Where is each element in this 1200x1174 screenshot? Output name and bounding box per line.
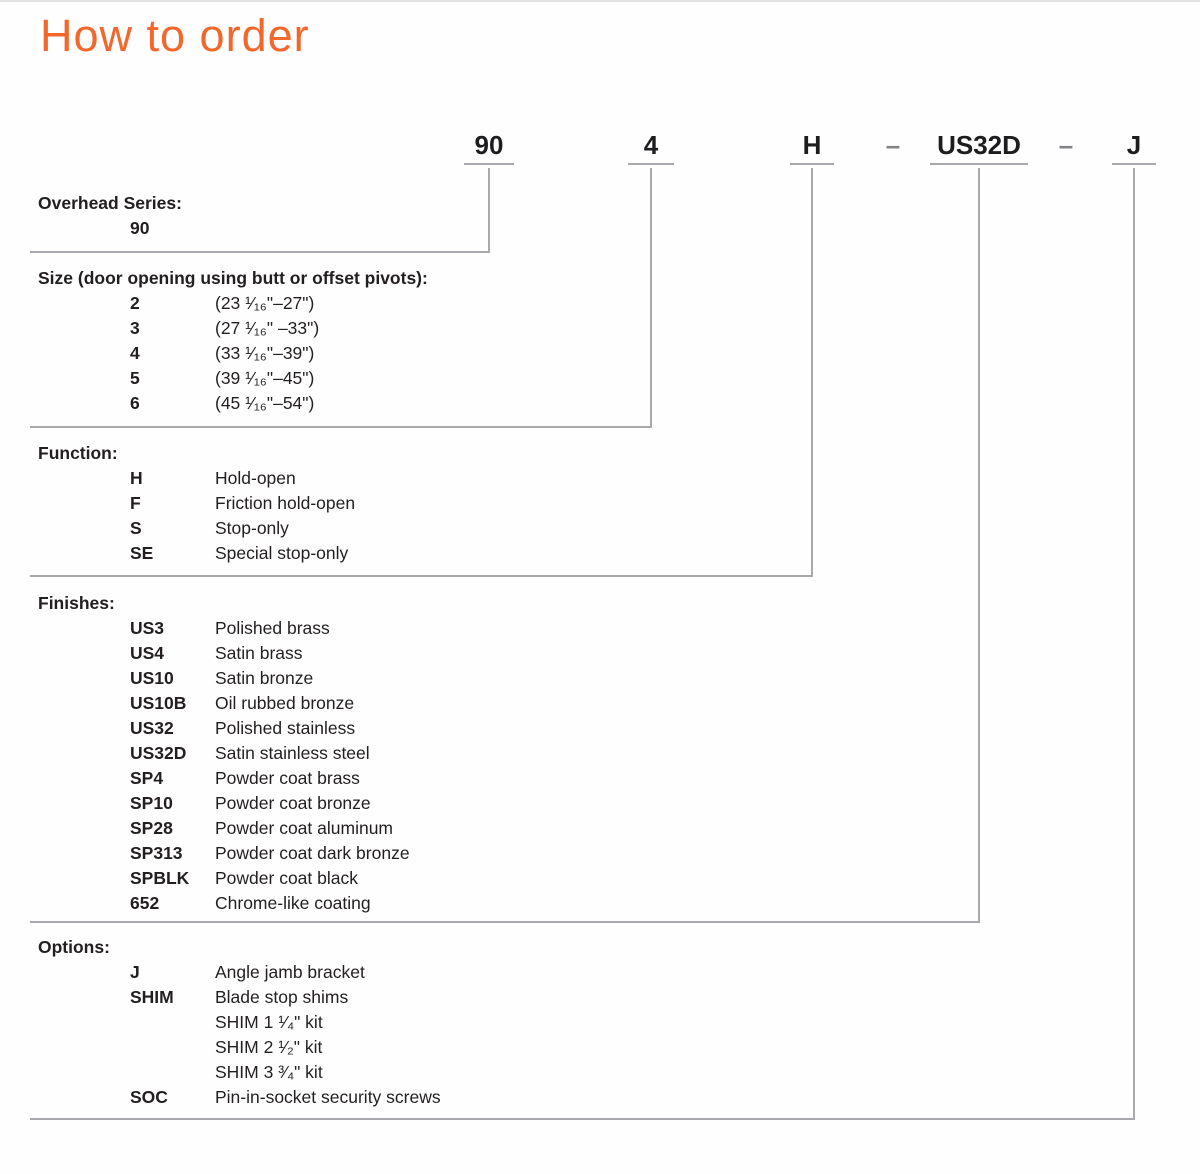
function-desc: Special stop-only	[215, 543, 349, 563]
option-desc: SHIM 2 ¹⁄₂" kit	[215, 1037, 323, 1057]
code-underline	[628, 163, 674, 165]
page-top-edge-line	[0, 0, 1200, 2]
table-row	[38, 1010, 441, 1035]
finish-desc: Powder coat bronze	[215, 793, 371, 813]
order-code-option	[1112, 129, 1156, 165]
finish-desc: Powder coat dark bronze	[215, 843, 410, 863]
finish-code: SPBLK	[130, 868, 190, 888]
function-heading: Function:	[38, 443, 118, 463]
connector-series-vline	[488, 168, 490, 253]
function-code: SE	[130, 543, 154, 563]
table-row	[38, 216, 215, 241]
order-code-finish-text: US32D	[937, 130, 1021, 160]
order-code-option-text: J	[1126, 130, 1142, 160]
page-title: How to order	[40, 10, 310, 61]
overhead-series-heading: Overhead Series:	[38, 193, 182, 213]
order-code-function-text: H	[802, 130, 822, 160]
finish-desc: Oil rubbed bronze	[215, 693, 355, 713]
section-separator-function	[30, 575, 813, 577]
size-code: 2	[130, 293, 140, 313]
table-row	[38, 766, 410, 791]
finish-desc: Polished brass	[215, 618, 330, 638]
code-underline	[464, 163, 514, 165]
section-separator-size	[30, 426, 652, 428]
table-row	[38, 666, 410, 691]
function-code: F	[130, 493, 141, 513]
table-row	[38, 466, 355, 491]
section-separator-options	[30, 1118, 1135, 1120]
table-row	[38, 541, 355, 566]
table-row	[38, 691, 410, 716]
order-code-size-text: 4	[643, 130, 659, 160]
table-row	[38, 391, 428, 416]
table-row	[38, 891, 410, 916]
option-desc: SHIM 3 ³⁄₄" kit	[215, 1062, 323, 1082]
table-row	[38, 641, 410, 666]
table-row	[38, 341, 428, 366]
table-row	[38, 1035, 441, 1060]
size-desc: (27 ¹⁄₁₆" –33")	[215, 318, 320, 338]
finish-code: US3	[130, 618, 165, 638]
table-row	[38, 616, 410, 641]
table-row	[38, 1085, 441, 1110]
order-code-series-text: 90	[474, 130, 504, 160]
finish-desc: Satin stainless steel	[215, 743, 370, 763]
table-row	[38, 516, 355, 541]
connector-option-vline	[1133, 168, 1135, 1119]
table-row	[38, 791, 410, 816]
section-separator-finishes	[30, 921, 980, 923]
finish-code: SP4	[130, 768, 164, 788]
size-code: 4	[130, 343, 140, 363]
table-row	[38, 841, 410, 866]
section-finishes	[38, 591, 410, 916]
finish-desc: Powder coat brass	[215, 768, 360, 788]
size-desc: (23 ¹⁄₁₆"–27")	[215, 293, 315, 313]
code-separator-dash: –	[1058, 130, 1074, 160]
table-row	[38, 291, 428, 316]
function-desc: Friction hold-open	[215, 493, 356, 513]
code-underline	[1112, 163, 1156, 165]
finish-desc: Powder coat aluminum	[215, 818, 393, 838]
finish-desc: Powder coat black	[215, 868, 358, 888]
overhead-series-value: 90	[130, 218, 150, 238]
size-code: 5	[130, 368, 140, 388]
option-desc: Blade stop shims	[215, 987, 349, 1007]
finish-desc: Satin brass	[215, 643, 303, 663]
finish-code: SP10	[130, 793, 173, 813]
function-code: S	[130, 518, 142, 538]
finish-code: US10	[130, 668, 174, 688]
size-code: 3	[130, 318, 140, 338]
finish-desc: Satin bronze	[215, 668, 314, 688]
order-code-size	[628, 129, 674, 165]
section-options	[38, 935, 441, 1110]
connector-function-vline	[811, 168, 813, 576]
option-code: SHIM	[130, 987, 174, 1007]
section-separator-series	[30, 251, 490, 253]
option-code: J	[130, 962, 140, 982]
table-row	[38, 741, 410, 766]
finish-code: SP313	[130, 843, 183, 863]
finish-code: 652	[130, 893, 160, 913]
code-separator-dash: –	[885, 130, 901, 160]
option-code: SOC	[130, 1087, 168, 1107]
section-overhead-series	[38, 191, 215, 241]
table-row	[38, 316, 428, 341]
section-function	[38, 441, 355, 566]
finish-desc: Chrome-like coating	[215, 893, 371, 913]
option-desc: SHIM 1 ¹⁄₄" kit	[215, 1012, 323, 1032]
size-desc: (33 ¹⁄₁₆"–39")	[215, 343, 315, 363]
table-row	[38, 716, 410, 741]
finish-code: US10B	[130, 693, 187, 713]
finish-code: US32	[130, 718, 174, 738]
size-desc: (39 ¹⁄₁₆"–45")	[215, 368, 315, 388]
function-code: H	[130, 468, 143, 488]
function-desc: Hold-open	[215, 468, 296, 488]
finish-code: SP28	[130, 818, 173, 838]
order-code-series	[464, 129, 514, 165]
order-code-function	[790, 129, 834, 165]
options-heading: Options:	[38, 937, 110, 957]
finishes-heading: Finishes:	[38, 593, 115, 613]
size-code: 6	[130, 393, 140, 413]
table-row	[38, 960, 441, 985]
code-underline	[930, 163, 1028, 165]
order-code-finish	[930, 129, 1028, 165]
table-row	[38, 816, 410, 841]
finish-desc: Polished stainless	[215, 718, 356, 738]
table-row	[38, 366, 428, 391]
function-desc: Stop-only	[215, 518, 289, 538]
code-underline	[790, 163, 834, 165]
table-row	[38, 1060, 441, 1085]
connector-finish-vline	[978, 168, 980, 923]
table-row	[38, 491, 355, 516]
size-desc: (45 ¹⁄₁₆"–54")	[215, 393, 315, 413]
finish-code: US32D	[130, 743, 187, 763]
option-desc: Pin-in-socket security screws	[215, 1087, 441, 1107]
section-size	[38, 266, 428, 416]
table-row	[38, 866, 410, 891]
connector-size-vline	[650, 168, 652, 427]
option-desc: Angle jamb bracket	[215, 962, 365, 982]
table-row	[38, 985, 441, 1010]
finish-code: US4	[130, 643, 165, 663]
size-heading: Size (door opening using butt or offset pivots):	[38, 268, 428, 288]
